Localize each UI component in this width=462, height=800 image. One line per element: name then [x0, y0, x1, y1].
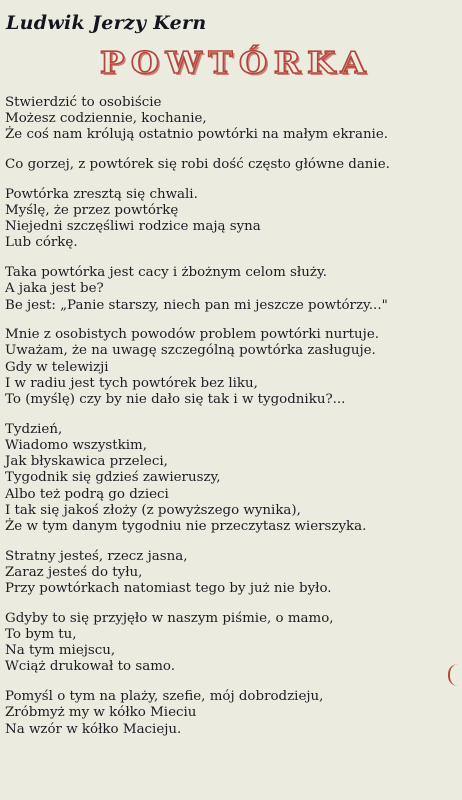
- poem-line: Tydzień,: [5, 421, 63, 437]
- poem-line: Stwierdzić to osobiście: [5, 95, 162, 110]
- poem-line: Albo też podrą go dzieci: [5, 486, 169, 502]
- stanza: [5, 157, 457, 173]
- poem-line: To (myślę) czy by nie dało się tak i w tygodniku?...: [5, 392, 346, 408]
- poem-line: Be jest: „Panie starszy, niech pan mi jeszcze powtórzy...": [5, 297, 388, 313]
- poem-line: Na wzór w kółko Macieju.: [5, 721, 182, 737]
- stanza: [5, 611, 457, 676]
- poem-line: Jak błyskawica przeleci,: [5, 454, 168, 470]
- poem-line: I w radiu jest tych powtórek bez liku,: [5, 375, 258, 391]
- poem-line: Pomyśl o tym na plaży, szefie, mój dobrodzieju,: [5, 689, 324, 705]
- poem-line: Wciąż drukował to samo.: [5, 659, 175, 675]
- stanza: [5, 327, 457, 408]
- stanza: [5, 95, 457, 144]
- poem-line: Uważam, że na uwagę szczególną powtórka zasługuje.: [5, 343, 376, 359]
- poem-line: Zróbmyż my w kółko Mieciu: [5, 705, 197, 721]
- poem-line: Że w tym danym tygodniu nie przeczytasz wierszyka.: [5, 518, 367, 534]
- poem-line: Gdy w telewizji: [5, 359, 109, 375]
- poem-line: I tak się jakoś złoży (z powyższego wynika),: [5, 502, 301, 518]
- stanza: [5, 549, 457, 598]
- poem-line: Możesz codziennie, kochanie,: [5, 111, 207, 127]
- stanza: [5, 422, 457, 535]
- poem-line: To bym tu,: [5, 626, 77, 642]
- poem-line: Zaraz jesteś do tyłu,: [5, 564, 143, 580]
- poem-line: Niejedni szczęśliwi rodzice mają syna: [5, 219, 261, 235]
- poem-line: Lub córkę.: [5, 235, 78, 251]
- stanza: [5, 265, 457, 314]
- poem-line: Mnie z osobistych powodów problem powtórki nurtuje.: [5, 327, 380, 343]
- stanza: [5, 187, 457, 252]
- poem-line: Stratny jesteś, rzecz jasna,: [5, 548, 188, 564]
- poem-line: Co gorzej, z powtórek się robi dość często główne danie.: [5, 157, 390, 173]
- poem-line: Wiadomo wszystkim,: [5, 437, 148, 453]
- poem-line: Na tym miejscu,: [5, 643, 116, 659]
- stanza: [5, 689, 457, 738]
- poem-line: Powtórka zresztą się chwali.: [5, 186, 198, 202]
- poem-line: Że coś nam królują ostatnio powtórki na małym ekranie.: [5, 127, 389, 143]
- poem-body: [5, 95, 457, 751]
- poem-line: Tygodnik się gdzieś zawieruszy,: [5, 470, 221, 486]
- poem-line: Myślę, że przez powtórkę: [5, 203, 179, 219]
- poem-title: POWTÓRKA: [100, 46, 373, 81]
- author-name: Ludwik Jerzy Kern: [6, 12, 207, 34]
- poem-line: Przy powtórkach natomiast tego by już nie było.: [5, 581, 332, 597]
- poem-line: Gdyby to się przyjęło w naszym piśmie, o mamo,: [5, 610, 334, 626]
- poem-line: A jaka jest be?: [5, 281, 104, 297]
- poem-line: Taka powtórka jest cacy i żbożnym celom służy.: [5, 265, 327, 281]
